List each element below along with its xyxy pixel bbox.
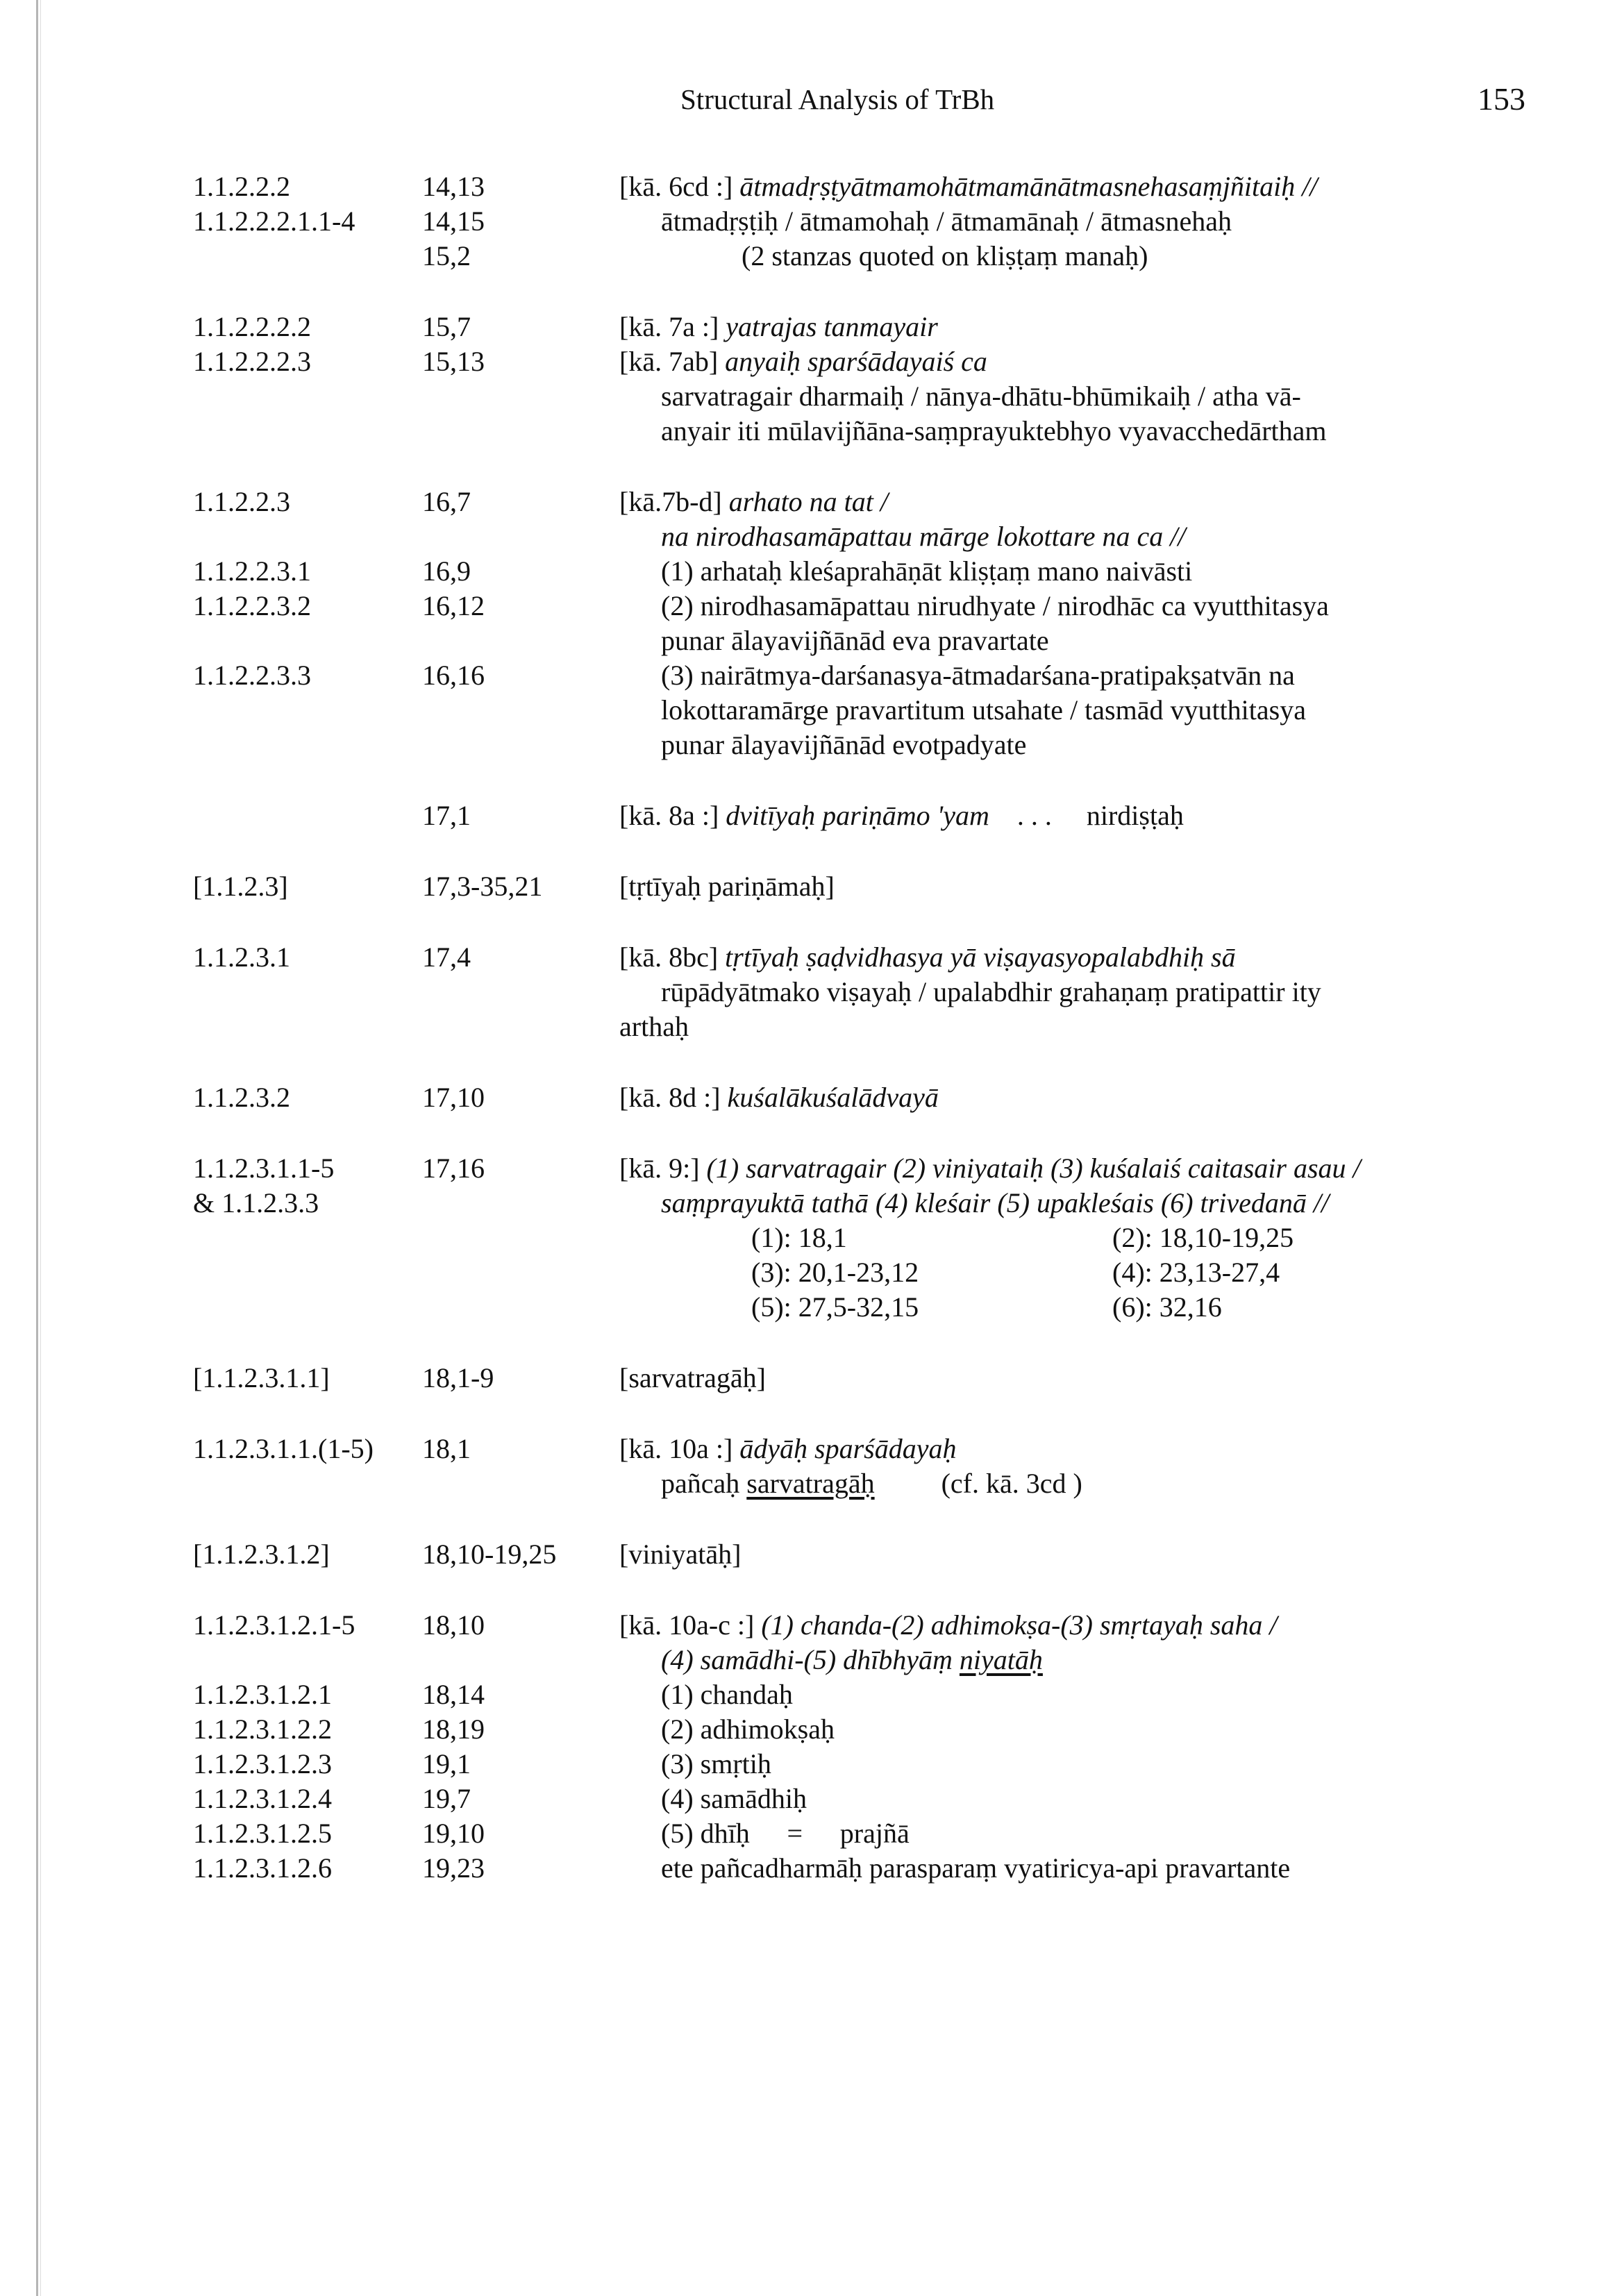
section-number: 1.1.2.2.2.1.1-4	[193, 206, 355, 237]
commentary-line: rūpādyātmako viṣayaḥ / upalabdhir grahaṇaṃ pratipattir ity	[661, 976, 1321, 1007]
table-row	[193, 1712, 1464, 1747]
page-line-ref: 18,1-9	[422, 1362, 494, 1393]
running-header	[0, 82, 1624, 121]
page-line-ref: 16,12	[422, 590, 485, 621]
table-row	[193, 1080, 1464, 1115]
page-line-ref: 17,16	[422, 1153, 485, 1184]
section-number: 1.1.2.2.2	[193, 171, 290, 202]
table-row	[193, 1677, 1464, 1712]
page-line-ref: 17,1	[422, 800, 471, 831]
verse-text: dvitīyaḥ pariṇāmo 'yam	[726, 800, 989, 831]
entry-text	[619, 310, 1464, 344]
cross-reference: (3): 20,1-23,12	[751, 1257, 919, 1288]
entry-text	[619, 1080, 1464, 1115]
table-row	[193, 1608, 1464, 1677]
section-number: 1.1.2.2.2.3	[193, 346, 311, 377]
page-line-ref: 18,19	[422, 1713, 485, 1745]
page-line-ref: 18,1	[422, 1433, 471, 1464]
section-number: 1.1.2.2.3.2	[193, 590, 311, 621]
section-number: 1.1.2.2.3.3	[193, 660, 311, 691]
entry-text	[619, 1361, 1464, 1396]
karika-ref: [kā. 8a :]	[619, 800, 726, 831]
cross-reference-list	[619, 1221, 1515, 1325]
verse-text: ādyāḥ sparśādayaḥ	[739, 1433, 957, 1464]
table-row	[193, 485, 1464, 554]
entry-text	[619, 239, 1464, 274]
table-row	[193, 239, 1464, 274]
table-row	[193, 344, 1464, 449]
table-row	[193, 1432, 1464, 1501]
commentary-line: sarvatragair dharmaiḥ / nānya-dhātu-bhūmikaiḥ / atha vā-	[661, 380, 1301, 412]
table-row	[193, 1747, 1464, 1782]
ellipsis: . . .	[1016, 800, 1052, 831]
karika-ref: [kā.7b-d]	[619, 486, 729, 517]
table-row	[193, 940, 1464, 1044]
page-number: 153	[1477, 81, 1525, 117]
table-row	[193, 1361, 1464, 1396]
commentary-line: (3) smṛtiḥ	[661, 1748, 771, 1779]
commentary-line: (2) adhimokṣaḥ	[661, 1713, 835, 1745]
entry-text	[619, 1432, 1464, 1501]
analysis-table	[193, 169, 1464, 1886]
section-number: 1.1.2.3.1.2.1	[193, 1679, 332, 1710]
section-number: 1.1.2.3.1.2.6	[193, 1852, 332, 1884]
commentary-line: anyair iti mūlavijñāna-saṃprayuktebhyo vyavacchedārtham	[661, 415, 1327, 446]
commentary-line: arthaḥ	[619, 1011, 689, 1042]
verse-text: anyaiḥ sparśādayaiś ca	[725, 346, 987, 377]
entry-text	[619, 589, 1464, 658]
table-row	[193, 310, 1464, 344]
section-number: 1.1.2.2.3	[193, 486, 290, 517]
commentary-line: punar ālayavijñānād evotpadyate	[661, 729, 1027, 760]
page-line-ref: 14,13	[422, 171, 485, 202]
page-line-ref: 15,7	[422, 311, 471, 342]
page-line-ref: 19,1	[422, 1748, 471, 1779]
table-row	[193, 869, 1464, 904]
verse-text: arhato na tat /	[728, 486, 889, 517]
commentary-line: pañcaḥ	[661, 1468, 747, 1499]
verse-text: saṃprayuktā tathā (4) kleśair (5) upakleśais (6) trivedanā //	[661, 1187, 1330, 1218]
page-line-ref: 17,4	[422, 941, 471, 973]
page-line-ref: 19,7	[422, 1783, 471, 1814]
section-number: [1.1.2.3.1.1]	[193, 1362, 330, 1393]
section-number: 1.1.2.3.1.2.1-5	[193, 1609, 355, 1641]
table-row	[193, 658, 1464, 762]
section-heading: [sarvatragāḥ]	[619, 1362, 766, 1393]
karika-ref: [kā. 8bc]	[619, 941, 726, 973]
section-number: 1.1.2.3.1.2.2	[193, 1713, 332, 1745]
commentary-line: (2) nirodhasamāpattau nirudhyate / nirodhāc ca vyutthitasya	[661, 590, 1329, 621]
section-heading: [tṛtīyaḥ pariṇāmaḥ]	[619, 871, 835, 902]
section-number: 1.1.2.3.1	[193, 941, 290, 973]
section-number: [1.1.2.3.1.2]	[193, 1539, 330, 1570]
karika-ref: [kā. 7ab]	[619, 346, 726, 377]
page-line-ref: 16,9	[422, 555, 471, 587]
running-title: Structural Analysis of TrBh	[680, 83, 995, 115]
entry-text	[619, 1782, 1464, 1816]
commentary-line: nirdiṣṭaḥ	[1079, 800, 1184, 831]
entry-text	[619, 798, 1464, 833]
commentary-line: lokottaramārge pravartitum utsahate / tasmād vyutthitasya	[661, 694, 1306, 726]
verse-text: (1) chanda-(2) adhimokṣa-(3) smṛtayaḥ saha /	[761, 1609, 1278, 1641]
section-number: 1.1.2.3.1.2.5	[193, 1818, 332, 1849]
entry-text	[619, 1151, 1464, 1325]
commentary-line: ete pañcadharmāḥ parasparaṃ vyatiricya-api pravartante	[661, 1852, 1291, 1884]
table-row	[193, 169, 1464, 204]
table-row	[193, 1537, 1464, 1572]
page-line-ref: 19,23	[422, 1852, 485, 1884]
section-number: 1.1.2.3.1.1-5 & 1.1.2.3.3	[193, 1153, 335, 1218]
entry-text	[619, 204, 1464, 239]
commentary-line: prajñā	[839, 1818, 910, 1849]
entry-text	[619, 485, 1464, 554]
table-row	[193, 1782, 1464, 1816]
entry-text	[619, 1747, 1464, 1782]
verse-text: (4) samādhi-(5) dhībhyāṃ	[661, 1644, 960, 1675]
table-row	[193, 1851, 1464, 1886]
cross-reference: (4): 23,13-27,4	[1112, 1257, 1280, 1288]
entry-text	[619, 1712, 1464, 1747]
table-row	[193, 204, 1464, 239]
cross-reference: (1): 18,1	[751, 1222, 847, 1253]
entry-text	[619, 169, 1464, 204]
commentary-line: ātmadṛṣṭiḥ / ātmamohaḥ / ātmamānaḥ / ātmasnehaḥ	[661, 206, 1232, 237]
section-number: 1.1.2.2.2.2	[193, 311, 311, 342]
cross-reference: (6): 32,16	[1112, 1291, 1222, 1323]
page-line-ref: 16,7	[422, 486, 471, 517]
karika-ref: [kā. 6cd :]	[619, 171, 740, 202]
underlined-term: sarvatragāḥ	[746, 1468, 875, 1499]
entry-text	[619, 1816, 1464, 1851]
page-line-ref: 19,10	[422, 1818, 485, 1849]
karika-ref: [kā. 7a :]	[619, 311, 726, 342]
karika-ref: [kā. 8d :]	[619, 1082, 728, 1113]
page-line-ref: 17,10	[422, 1082, 485, 1113]
binding-edge	[36, 0, 38, 2296]
entry-text	[619, 1851, 1464, 1886]
entry-text	[619, 554, 1464, 589]
equals-sign: =	[787, 1818, 803, 1849]
section-number: 1.1.2.2.3.1	[193, 555, 311, 587]
cross-reference: (5): 27,5-32,15	[751, 1291, 919, 1323]
page-line-ref: 18,14	[422, 1679, 485, 1710]
entry-text	[619, 1537, 1464, 1572]
commentary-line: punar ālayavijñānād eva pravartate	[661, 625, 1049, 656]
verse-text: (1) sarvatragair (2) viniyataiḥ (3) kuśalaiś caitasair asau /	[706, 1153, 1361, 1184]
binding-edge-shadow	[40, 0, 41, 2296]
section-number: 1.1.2.3.1.2.4	[193, 1783, 332, 1814]
verse-text: tṛtīyaḥ ṣaḍvidhasya yā viṣayasyopalabdhiḥ sā	[725, 941, 1236, 973]
table-row	[193, 1151, 1464, 1325]
page-line-ref: 18,10	[422, 1609, 485, 1641]
entry-text	[619, 344, 1464, 449]
page-line-ref: 15,2	[422, 240, 471, 271]
table-row	[193, 1816, 1464, 1851]
karika-ref: [kā. 10a-c :]	[619, 1609, 762, 1641]
commentary-line: (4) samādhiḥ	[661, 1783, 807, 1814]
page-line-ref: 16,16	[422, 660, 485, 691]
table-row	[193, 554, 1464, 589]
commentary-line: (1) chandaḥ	[661, 1679, 793, 1710]
verse-text: yatrajas tanmayair	[726, 311, 938, 342]
section-number: 1.1.2.3.2	[193, 1082, 290, 1113]
entry-text	[619, 1677, 1464, 1712]
section-heading: [viniyatāḥ]	[619, 1539, 742, 1570]
entry-text	[619, 658, 1464, 762]
table-row	[193, 589, 1464, 658]
page-line-ref: 15,13	[422, 346, 485, 377]
entry-text	[619, 940, 1464, 1044]
verse-text: ātmadṛṣṭyātmamohātmamānātmasnehasaṃjñitaiḥ //	[739, 171, 1318, 202]
underlined-term: niyatāḥ	[959, 1644, 1043, 1675]
entry-text	[619, 869, 1464, 904]
section-number: 1.1.2.3.1.2.3	[193, 1748, 332, 1779]
page-line-ref: 18,10-19,25	[422, 1539, 557, 1570]
section-number: [1.1.2.3]	[193, 871, 288, 902]
page-line-ref: 14,15	[422, 206, 485, 237]
verse-text: na nirodhasamāpattau mārge lokottare na ca //	[661, 521, 1186, 552]
commentary-line: (1) arhataḥ kleśaprahāṇāt kliṣṭaṃ mano naivāsti	[661, 555, 1193, 587]
cross-reference: (2): 18,10-19,25	[1112, 1222, 1294, 1253]
commentary-line: (3) nairātmya-darśanasya-ātmadarśana-pratipakṣatvān na	[661, 660, 1295, 691]
commentary-line: (5) dhīḥ	[661, 1818, 750, 1849]
page-line-ref: 17,3-35,21	[422, 871, 543, 902]
section-number: 1.1.2.3.1.1.(1-5)	[193, 1433, 374, 1464]
commentary-line: (2 stanzas quoted on kliṣṭaṃ manaḥ)	[742, 240, 1148, 271]
karika-cross-ref: (cf. kā. 3cd )	[941, 1468, 1082, 1499]
verse-text: kuśalākuśalādvayā	[727, 1082, 939, 1113]
table-row	[193, 798, 1464, 833]
karika-ref: [kā. 10a :]	[619, 1433, 740, 1464]
karika-ref: [kā. 9:]	[619, 1153, 707, 1184]
entry-text	[619, 1608, 1464, 1677]
